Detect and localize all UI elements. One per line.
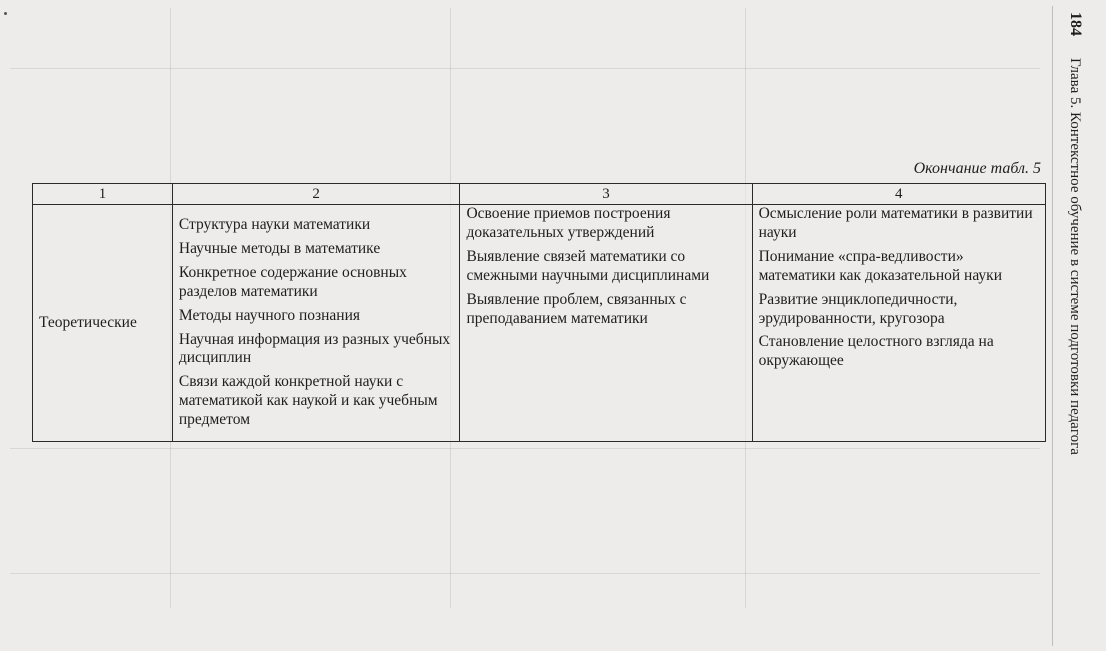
running-header: Глава 5. Контекстное обучение в системе подготовки педагога xyxy=(1067,58,1083,455)
header-cell-4: 4 xyxy=(752,184,1045,205)
cell-col2 xyxy=(172,205,460,442)
list-item: Выявление связей математики со смежными научными дисциплинами xyxy=(466,247,710,284)
content-table xyxy=(32,183,1046,442)
header-cell-2: 2 xyxy=(172,184,460,205)
stray-mark xyxy=(4,12,7,15)
list-item: Понимание «спра-ведливости» математики как доказательной науки xyxy=(758,247,1002,284)
list-item: Освоение приемов построения доказательных утверждений xyxy=(466,205,671,241)
table-caption: Окончание табл. 5 xyxy=(913,160,1041,177)
table-header-row xyxy=(33,184,1046,205)
page-number: 184 xyxy=(1067,12,1084,36)
page-edge-rule xyxy=(1052,6,1053,646)
row-label-cell: Теоретические xyxy=(33,205,173,442)
list-item: Конкретное содержание основных разделов математики xyxy=(178,263,407,300)
header-cell-1: 1 xyxy=(33,184,173,205)
list-item: Связи каждой конкретной науки с математикой как наукой и как учебным предметом xyxy=(178,373,438,429)
list-item: Методы научного познания xyxy=(178,306,361,324)
list-item: Развитие энциклопедичности, эрудированности, кругозора xyxy=(758,290,958,327)
list-item: Структура науки математики xyxy=(178,215,371,233)
cell-col4 xyxy=(752,205,1045,442)
table-row xyxy=(33,205,1046,442)
list-item: Научная информация из разных учебных дисциплин xyxy=(178,330,451,367)
list-item: Осмысление роли математики в развитии науки xyxy=(758,205,1033,241)
header-cell-3: 3 xyxy=(460,184,752,205)
list-item: Выявление проблем, связанных с преподаванием математики xyxy=(466,290,687,327)
list-item: Научные методы в математике xyxy=(178,239,381,257)
cell-col3 xyxy=(460,205,752,442)
list-item: Становление целостного взгляда на окружающее xyxy=(758,333,994,370)
